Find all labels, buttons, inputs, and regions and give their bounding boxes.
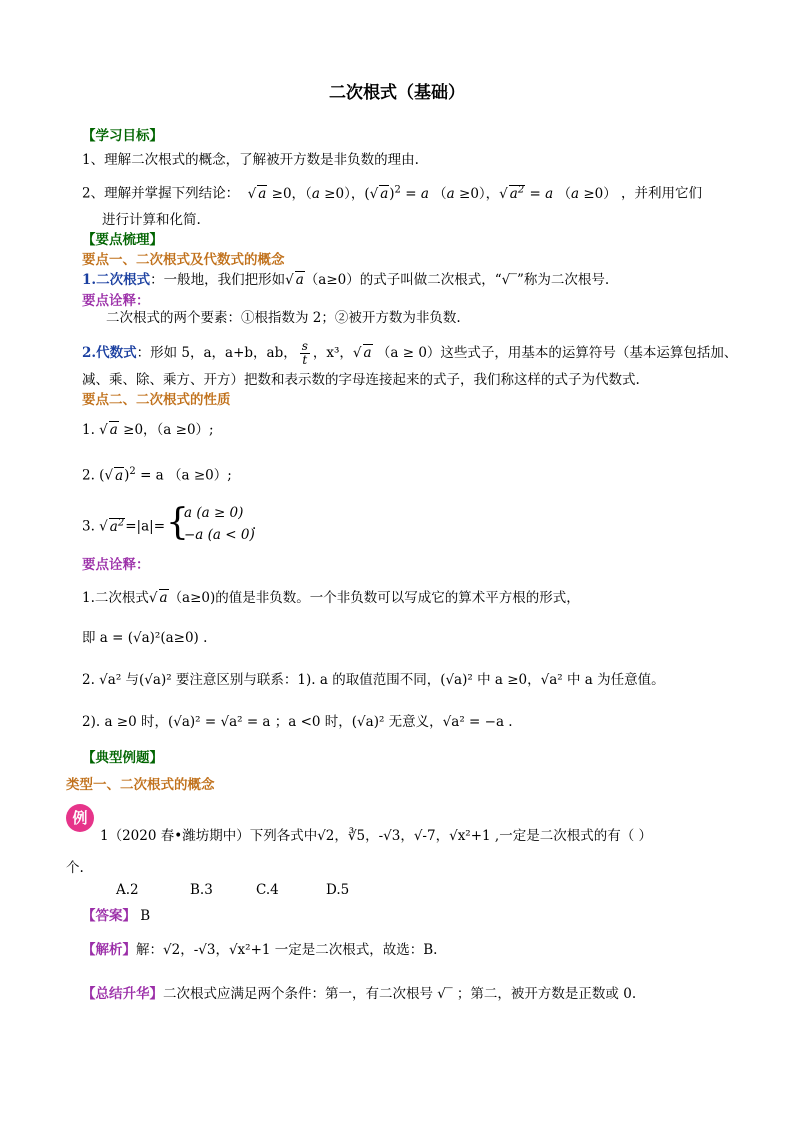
note-heading-2: 要点诠释： [82, 557, 150, 573]
note2-1-line2: 即 a = (√a)²(a≥0) . [82, 630, 208, 646]
option-c: C.4 [256, 882, 279, 898]
key-points-heading: 【要点梳理】 [82, 232, 163, 248]
point2-title: 要点二、二次根式的性质 [82, 392, 231, 408]
def2-line: 2.代数式：形如 5，a，a+b，ab， $\frac{s}{t}$ ，x³，√ a （a ≥ 0）这些式子，用基本的运算符号（基本运算包括加、 [82, 339, 738, 367]
def1-note: 二次根式的两个要素：①根指数为 2；②被开方数为非负数. [106, 310, 461, 326]
cases-brace: { [166, 502, 189, 543]
case-1: a (a ≥ 0) [184, 505, 244, 521]
summary-line [82, 984, 636, 1004]
answer-tag: 【答案】 [82, 908, 136, 924]
objective-2-prefix: 2、理解并掌握下列结论： [82, 185, 240, 202]
summary-tag: 【总结升华】 [82, 986, 163, 1002]
analysis-line [82, 940, 437, 960]
note-heading-1: 要点诠释： [82, 293, 150, 309]
analysis-text: 解：√2，-√3，√x²+1 一定是二次根式，故选：B. [136, 942, 438, 958]
example-stem-cont: 个. [66, 860, 84, 876]
option-a: A.2 [116, 882, 139, 898]
point1-title: 要点一、二次根式及代数式的概念 [82, 252, 285, 268]
def1-label: 1.二次根式 [82, 272, 151, 288]
page-title: 二次根式（基础） [329, 83, 465, 103]
property-2: 2. (√ a)$^2$ = a （a ≥0）; [82, 466, 232, 484]
def1-line: 1.二次根式：一般地，我们把形如√ a（a≥0）的式子叫做二次根式，“√‾”称为二次根号. [82, 272, 610, 288]
note2-1: 1.二次根式√ a（a≥0)的值是非负数。一个非负数可以写成它的算术平方根的形式， [82, 590, 580, 606]
def1-text-c: ”称为二次根号. [516, 272, 610, 288]
objective-2-cont: 进行计算和化简. [102, 212, 201, 228]
def2-text-c: （a ≥ 0）这些式子，用基本的运算符号（基本运算包括加、 [376, 345, 738, 361]
note2-2: 2. √a² 与(√a)² 要注意区别与联系：1). a 的取值范围不同，(√a)² 中 a ≥0，√a² 中 a 为任意值。 [82, 672, 665, 688]
objectives-heading: 【学习目标】 [82, 128, 163, 144]
property-3-end: . [252, 517, 257, 533]
answer-line [82, 906, 150, 926]
note2-3: 2). a ≥0 时，(√a)² = √a² = a ；a <0 时，(√a)² 无意义，√a² = −a . [82, 714, 513, 730]
examples-heading: 【典型例题】 [82, 750, 163, 766]
property-1: 1. √ a ≥0，（a ≥0）; [82, 422, 214, 438]
def2-label: 2.代数式 [82, 345, 137, 361]
type1-title: 类型一、二次根式的概念 [66, 777, 215, 793]
analysis-tag: 【解析】 [82, 942, 136, 958]
def1-text-b: （a≥0）的式子叫做二次根式，“ [304, 272, 502, 288]
case-2: −a (a < 0) [184, 527, 255, 543]
formula-sqrt-a-nonneg: √ a ≥0，（a ≥0），(√ a)$^2$ = a （a ≥0），√ $a^2 = a$ （a ≥0） [243, 184, 617, 202]
option-b: B.3 [190, 882, 213, 898]
example-stem: 1（2020 春•潍坊期中）下列各式中√2，∛5，-√3，√-7，√x²+1 ,一定是二次根式的有（ ） [100, 828, 652, 844]
def2-text-b: ，x³， [312, 345, 353, 361]
property-3: 3. √ $a^2=|a|=$ [82, 517, 166, 535]
example-badge: 例 [66, 804, 94, 832]
answer-value: B [140, 908, 151, 924]
summary-text: 二次根式应满足两个条件：第一，有二次根号 √‾ ；第二，被开方数是正数或 0. [163, 986, 637, 1002]
option-d: D.5 [326, 882, 350, 898]
objective-1: 1、理解二次根式的概念，了解被开方数是非负数的理由. [82, 152, 419, 168]
def2-line2: 减、乘、除、乘方、开方）把数和表示数的字母连接起来的式子，我们称这样的式子为代数式. [82, 372, 640, 388]
def1-text-a: ：一般地，我们把形如 [150, 272, 286, 288]
fraction-s-over-t: $\frac{s}{t}$ [301, 339, 308, 367]
objective-2-suffix: ，并利用它们 [621, 185, 703, 202]
objective-2 [82, 180, 702, 204]
def2-text-a: ：形如 5，a，a+b，ab， [136, 345, 297, 361]
